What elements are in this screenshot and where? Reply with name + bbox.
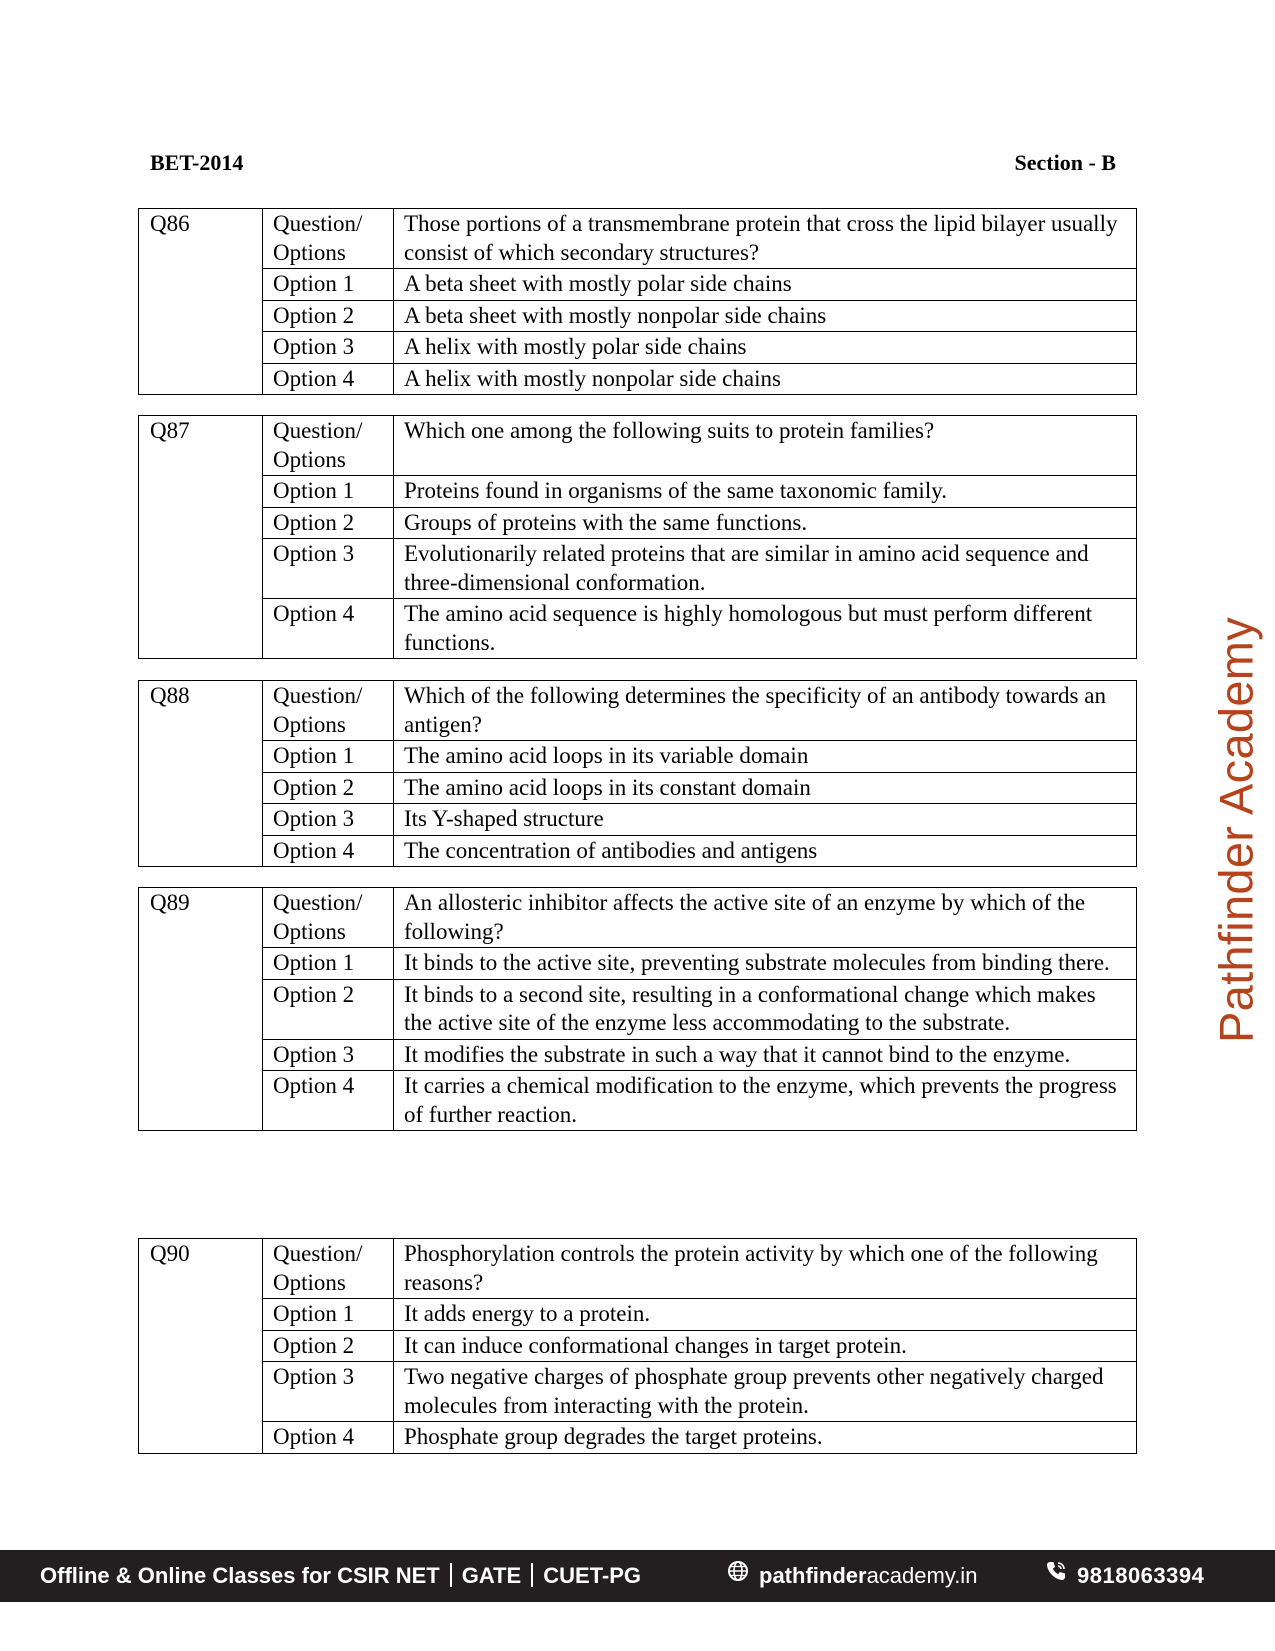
option-label: Option 3 — [263, 1039, 394, 1071]
footer-phone[interactable] — [1045, 1550, 1204, 1602]
phone-number: 9818063394 — [1077, 1563, 1205, 1588]
option-text: Phosphate group degrades the target proteins. — [394, 1422, 1137, 1454]
question-options-label: Question/ Options — [263, 1239, 394, 1299]
option-label: Option 1 — [263, 741, 394, 773]
option-label: Option 1 — [263, 1299, 394, 1331]
option-text: A beta sheet with mostly nonpolar side chains — [394, 300, 1137, 332]
option-label: Option 3 — [263, 332, 394, 364]
option-text: It adds energy to a protein. — [394, 1299, 1137, 1331]
question-number: Q90 — [139, 1239, 263, 1454]
option-text: Evolutionarily related proteins that are similar in amino acid sequence and three-dimensional conformation. — [394, 539, 1137, 599]
option-label: Option 4 — [263, 599, 394, 659]
option-label: Option 3 — [263, 539, 394, 599]
option-label: Option 4 — [263, 835, 394, 867]
option-text: A helix with mostly polar side chains — [394, 332, 1137, 364]
option-label: Option 2 — [263, 1330, 394, 1362]
question-text: Those portions of a transmembrane protein that cross the lipid bilayer usually consist of which secondary structures? — [394, 209, 1137, 269]
option-text: Proteins found in organisms of the same taxonomic family. — [394, 476, 1137, 508]
option-text: It can induce conformational changes in target protein. — [394, 1330, 1137, 1362]
option-label: Option 2 — [263, 772, 394, 804]
option-label: Option 2 — [263, 507, 394, 539]
option-text: It modifies the substrate in such a way that it cannot bind to the enzyme. — [394, 1039, 1137, 1071]
website-bold: pathfinder — [759, 1563, 867, 1588]
divider — [450, 1563, 452, 1587]
question-number: Q87 — [139, 416, 263, 659]
option-label: Option 4 — [263, 363, 394, 395]
option-label: Option 3 — [263, 804, 394, 836]
question-text: Which of the following determines the specificity of an antibody towards an antigen? — [394, 681, 1137, 741]
question-options-label: Question/ Options — [263, 209, 394, 269]
option-label: Option 1 — [263, 948, 394, 980]
question-table-q89 — [138, 887, 1137, 1131]
option-label: Option 1 — [263, 269, 394, 301]
option-text: It binds to a second site, resulting in a conformational change which makes the active site of the enzyme less accommodating to the substrate. — [394, 979, 1137, 1039]
footer-website[interactable] — [727, 1550, 977, 1602]
option-label: Option 1 — [263, 476, 394, 508]
option-text: It carries a chemical modification to the enzyme, which prevents the progress of further reaction. — [394, 1071, 1137, 1131]
option-label: Option 4 — [263, 1422, 394, 1454]
footer-classes-text: Offline & Online Classes for CSIR NET — [40, 1563, 440, 1588]
question-table-q87 — [138, 415, 1137, 659]
question-text: Phosphorylation controls the protein activity by which one of the following reasons? — [394, 1239, 1137, 1299]
option-text: The concentration of antibodies and antigens — [394, 835, 1137, 867]
question-table-q86 — [138, 208, 1137, 395]
section-title: Section - B — [1014, 150, 1116, 175]
option-text: Groups of proteins with the same functions. — [394, 507, 1137, 539]
question-number: Q89 — [139, 888, 263, 1131]
globe-icon — [727, 1549, 749, 1601]
footer-courses — [40, 1550, 641, 1602]
question-table-q90 — [138, 1238, 1137, 1454]
watermark: Pathfinder Academy — [1209, 616, 1263, 1044]
option-text: Its Y-shaped structure — [394, 804, 1137, 836]
question-text: An allosteric inhibitor affects the active site of an enzyme by which of the following? — [394, 888, 1137, 948]
question-number: Q88 — [139, 681, 263, 867]
option-text: The amino acid sequence is highly homologous but must perform different functions. — [394, 599, 1137, 659]
option-label: Option 4 — [263, 1071, 394, 1131]
question-options-label: Question/ Options — [263, 888, 394, 948]
option-label: Option 2 — [263, 979, 394, 1039]
question-options-label: Question/ Options — [263, 681, 394, 741]
phone-icon — [1045, 1549, 1067, 1601]
question-options-label: Question/ Options — [263, 416, 394, 476]
option-text: A beta sheet with mostly polar side chains — [394, 269, 1137, 301]
footer-cuet-text: CUET-PG — [543, 1563, 642, 1588]
option-label: Option 2 — [263, 300, 394, 332]
option-text: It binds to the active site, preventing substrate molecules from binding there. — [394, 948, 1137, 980]
footer-banner — [0, 1550, 1275, 1602]
question-text: Which one among the following suits to protein families? — [394, 416, 1137, 476]
question-table-q88 — [138, 680, 1137, 867]
option-text: The amino acid loops in its variable domain — [394, 741, 1137, 773]
footer-gate-text: GATE — [461, 1563, 522, 1588]
option-label: Option 3 — [263, 1362, 394, 1422]
website-rest: academy.in — [866, 1563, 978, 1588]
option-text: Two negative charges of phosphate group prevents other negatively charged molecules from interacting with the protein. — [394, 1362, 1137, 1422]
question-number: Q86 — [139, 209, 263, 395]
option-text: The amino acid loops in its constant domain — [394, 772, 1137, 804]
option-text: A helix with mostly nonpolar side chains — [394, 363, 1137, 395]
exam-title: BET-2014 — [150, 150, 244, 175]
divider — [531, 1563, 533, 1587]
